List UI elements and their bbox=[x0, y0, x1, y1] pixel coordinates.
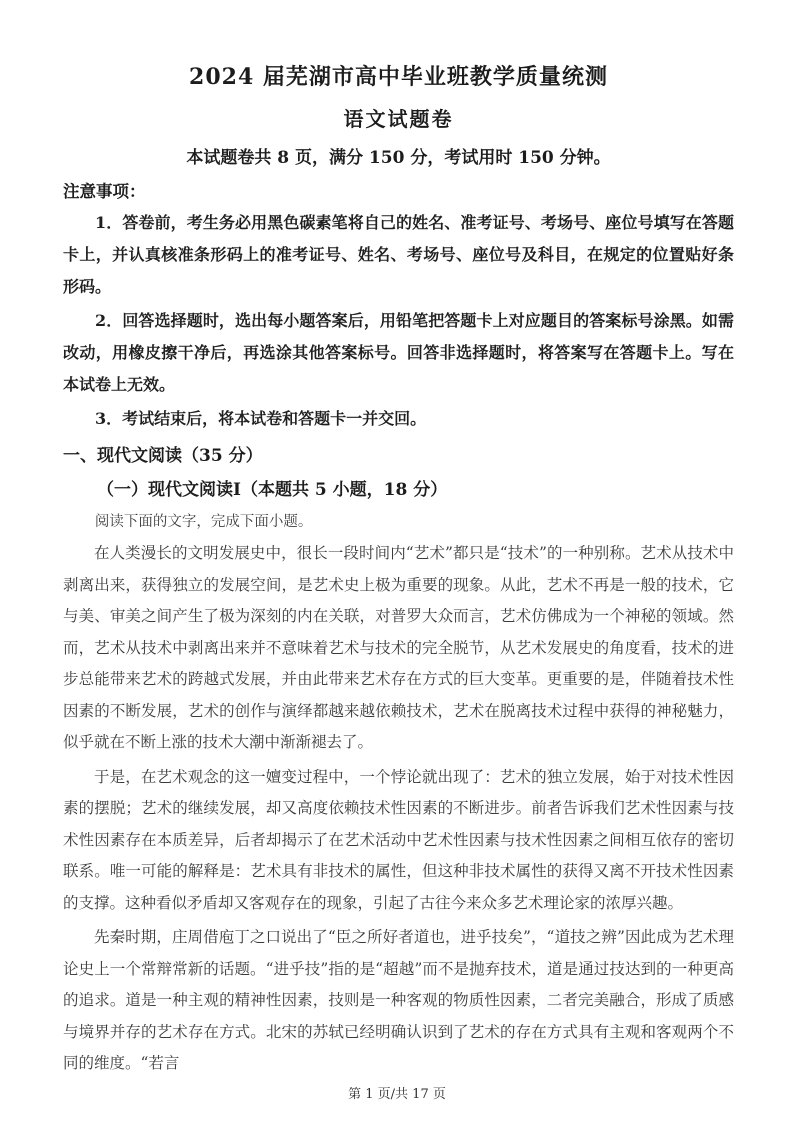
exam-meta-line: 本试题卷共 8 页，满分 150 分，考试用时 150 分钟。 bbox=[186, 148, 611, 168]
exam-title: 2024 届芜湖市高中毕业班教学质量统测 bbox=[189, 64, 608, 90]
passage-paragraph-3: 先秦时期，庄周借庖丁之口说出了“臣之所好者道也，进乎技矣”，“道技之辨”因此成为艺术理论史上一个常辩常新的话题。“进乎技”指的是“超越”而不是抛弃技术，道是通过技达到的一种更高的追求。道是一种主观的精神性因素，技则是一种客观的物质性因素，二者完美融合，形成了质感与境界并存的艺术存在方式。北宋的苏轼已经明确认识到了艺术的存在方式具有主观和客观两个不同的维度。“若言 bbox=[63, 928, 734, 1072]
exam-subtitle: 语文试题卷 bbox=[343, 107, 454, 131]
subsection-heading-modern-reading-1: （一）现代文阅读Ⅰ（本题共 5 小题，18 分） bbox=[97, 480, 448, 500]
passage-paragraph-2: 于是，在艺术观念的这一嬗变过程中，一个悖论就出现了：艺术的独立发展，始于对技术性因素的摆脱；艺术的继续发展，却又高度依赖技术性因素的不断进步。前者告诉我们艺术性因素与技术性因素存在本质差异，后者却揭示了在艺术活动中艺术性因素与技术性因素之间相互依存的密切联系。唯一可能的解释是：艺术具有非技术的属性，但这种非技术属性的获得又离不开技术性因素的支撑。这种看似矛盾却又客观存在的现象，引起了古往今来众多艺术理论家的浓厚兴趣。 bbox=[63, 767, 734, 912]
passage-paragraph-1: 在人类漫长的文明发展史中，很长一段时间内“艺术”都只是“技术”的一种别称。艺术从技术中剥离出来，获得独立的发展空间，是艺术史上极为重要的现象。从此，艺术不再是一般的技术，它与美、审美之间产生了极为深刻的内在关联，对普罗大众而言，艺术仿佛成为一个神秘的领域。然而，艺术从技术中剥离出来并不意味着艺术与技术的完全脱节，从艺术发展史的角度看，技术的进步总能带来艺术的跨越式发展，并由此带来艺术存在方式的巨大变革。更重要的是，伴随着技术性因素的不断发展，艺术的创作与演绎都越来越依赖技术，艺术在脱离技术过程中获得的神秘魅力，似乎就在不断上涨的技术大潮中渐渐褪去了。 bbox=[63, 544, 734, 751]
reading-instruction: 阅读下面的文字，完成下面小题。 bbox=[94, 514, 313, 530]
notices-heading: 注意事项： bbox=[63, 182, 146, 201]
notice-item-1: 1．答卷前，考生务必用黑色碳素笔将自己的姓名、准考证号、考场号、座位号填写在答题卡上，并认真核准条形码上的准考证号、姓名、考场号、座位号及科目，在规定的位置贴好条形码。 bbox=[63, 213, 734, 296]
section-heading-modern-reading: 一、现代文阅读（35 分） bbox=[63, 446, 263, 466]
notice-item-2: 2．回答选择题时，选出每小题答案后，用铅笔把答题卡上对应题目的答案标号涂黑。如需改动，用橡皮擦干净后，再选涂其他答案标号。回答非选择题时，将答案写在答题卡上。写在本试卷上无效。 bbox=[63, 311, 734, 394]
notice-item-3: 3．考试结束后，将本试卷和答题卡一并交回。 bbox=[95, 409, 427, 428]
page-footer: 第 1 页/共 17 页 bbox=[348, 1087, 446, 1102]
